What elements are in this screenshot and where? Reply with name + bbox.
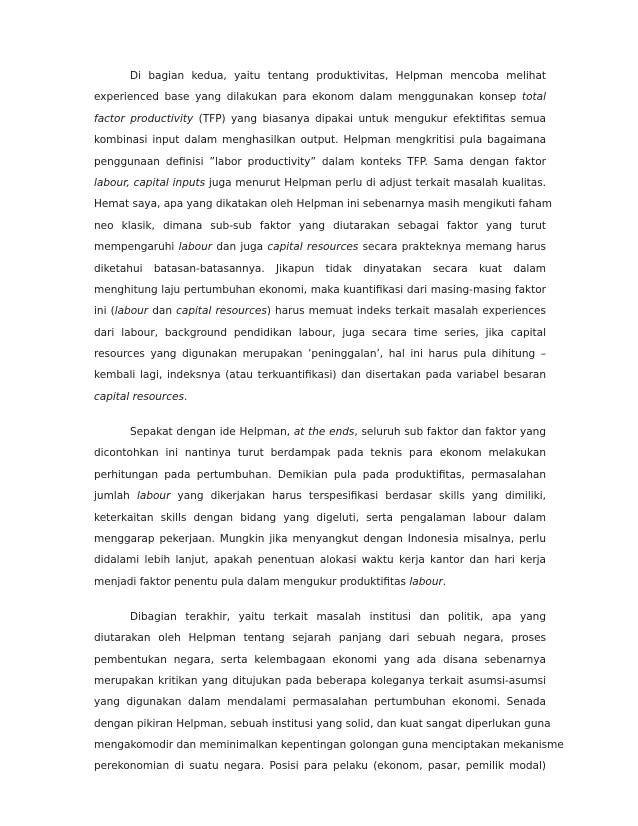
text-line: experienced base yang dilakukan para ekonom dalam menggunakan konsep total — [94, 91, 546, 104]
paragraph-2 — [94, 422, 546, 593]
text-line: resources yang digunakan merupakan ’peninggalan’, hal ini harus pula dihitung – — [94, 348, 546, 361]
paragraph-spacer — [94, 408, 546, 422]
text-line: mengakomodir dan meminimalkan kepentingan golongan guna menciptakan mekanisme — [94, 739, 564, 752]
italic-term: labour — [136, 490, 171, 503]
document-body — [94, 66, 564, 778]
text-line: keterkaitan skills dengan bidang yang digeluti, serta pengalaman labour dalam — [94, 511, 546, 524]
italic-term: capital resources — [176, 305, 267, 318]
text-line: didalami lebih lanjut, apakah penentuan alokasi waktu kerja kantor dan hari kerja — [94, 554, 546, 567]
text-line: menghitung laju pertumbuhan ekonomi, maka kuantifikasi dari masing-masing faktor — [94, 283, 546, 296]
text-line: jumlah labour yang dikerjakan harus terspesifikasi berdasar skills yang dimiliki, — [94, 490, 546, 503]
text-line: factor productivity (TFP) yang biasanya dipakai untuk mengukur efektifitas semua — [94, 112, 546, 125]
text-line: labour, capital inputs juga menurut Helpman perlu di adjust terkait masalah kualitas. — [94, 176, 547, 189]
text-line: perhitungan pada pertumbuhan. Demikian pula pada produktifitas, permasalahan — [94, 468, 546, 481]
italic-term: labour, capital inputs — [94, 176, 206, 189]
text-line: menggarap pekerjaan. Mungkin jika menyangkut dengan Indonesia misalnya, perlu — [94, 532, 546, 545]
text-line: yang digunakan dalam mendalami permasalahan pertumbuhan ekonomi. Senada — [94, 696, 546, 709]
italic-term: labour — [114, 305, 149, 318]
italic-term: at the ends — [293, 425, 355, 438]
italic-term: labour — [409, 575, 443, 588]
text-line: menjadi faktor penentu pula dalam mengukur produktifitas labour. — [94, 575, 447, 588]
italic-term: capital resources — [94, 390, 184, 403]
text-line: ini (labour dan capital resources) harus memuat indeks terkait masalah experiences — [94, 305, 546, 318]
text-line: kembali lagi, indeksnya (atau terkuantifikasi) dan disertakan pada variabel besaran — [94, 369, 546, 382]
italic-term: labour — [178, 241, 213, 254]
text-line: Hemat saya, apa yang dikatakan oleh Helpman ini sebenarnya masih mengikuti faham — [94, 198, 552, 211]
text-line: diketahui batasan-batasannya. Jikapun tidak dinyatakan secara kuat dalam — [94, 262, 546, 275]
italic-term: total — [521, 91, 546, 104]
text-line: neo klasik, dimana sub-sub faktor yang diutarakan sebagai faktor yang turut — [94, 219, 546, 232]
text-line: mempengaruhi labour dan juga capital resources secara prakteknya memang harus — [94, 241, 546, 254]
paragraph-1 — [94, 66, 552, 408]
text-line: diutarakan oleh Helpman tentang sejarah panjang dari sebuah negara, proses — [94, 632, 546, 645]
text-line: pembentukan negara, serta kelembagaan ekonomi yang ada disana sebenarnya — [94, 653, 546, 666]
text-line: Di bagian kedua, yaitu tentang produktivitas, Helpman mencoba melihat — [130, 70, 546, 82]
paragraph-spacer — [94, 593, 546, 607]
text-line: penggunaan definisi ”labor productivity” dalam konteks TFP. Sama dengan faktor — [94, 155, 546, 168]
text-line: Dibagian terakhir, yaitu terkait masalah institusi dan politik, apa yang — [130, 610, 546, 623]
italic-term: factor productivity — [94, 112, 194, 125]
text-line: merupakan kritikan yang ditujukan pada beberapa koleganya terkait asumsi-asumsi — [94, 674, 546, 687]
italic-term: capital resources — [267, 241, 359, 254]
text-line: dari labour, background pendidikan labour, juga secara time series, jika capital — [94, 326, 546, 339]
text-line: dicontohkan ini nantinya turut berdampak pada teknis para ekonom melakukan — [94, 447, 546, 460]
text-line: dengan pikiran Helpman, sebuah institusi yang solid, dan kuat sangat diperlukan guna — [94, 717, 551, 730]
text-line: capital resources. — [94, 390, 188, 403]
text-line: Sepakat dengan ide Helpman, at the ends, seluruh sub faktor dan faktor yang — [130, 425, 546, 438]
text-line: perekonomian di suatu negara. Posisi para pelaku (ekonom, pasar, pemilik modal) — [94, 760, 546, 773]
text-line: kombinasi input dalam menghasilkan output. Helpman mengkritisi pula bagaimana — [94, 134, 546, 147]
paragraph-3 — [94, 607, 564, 778]
